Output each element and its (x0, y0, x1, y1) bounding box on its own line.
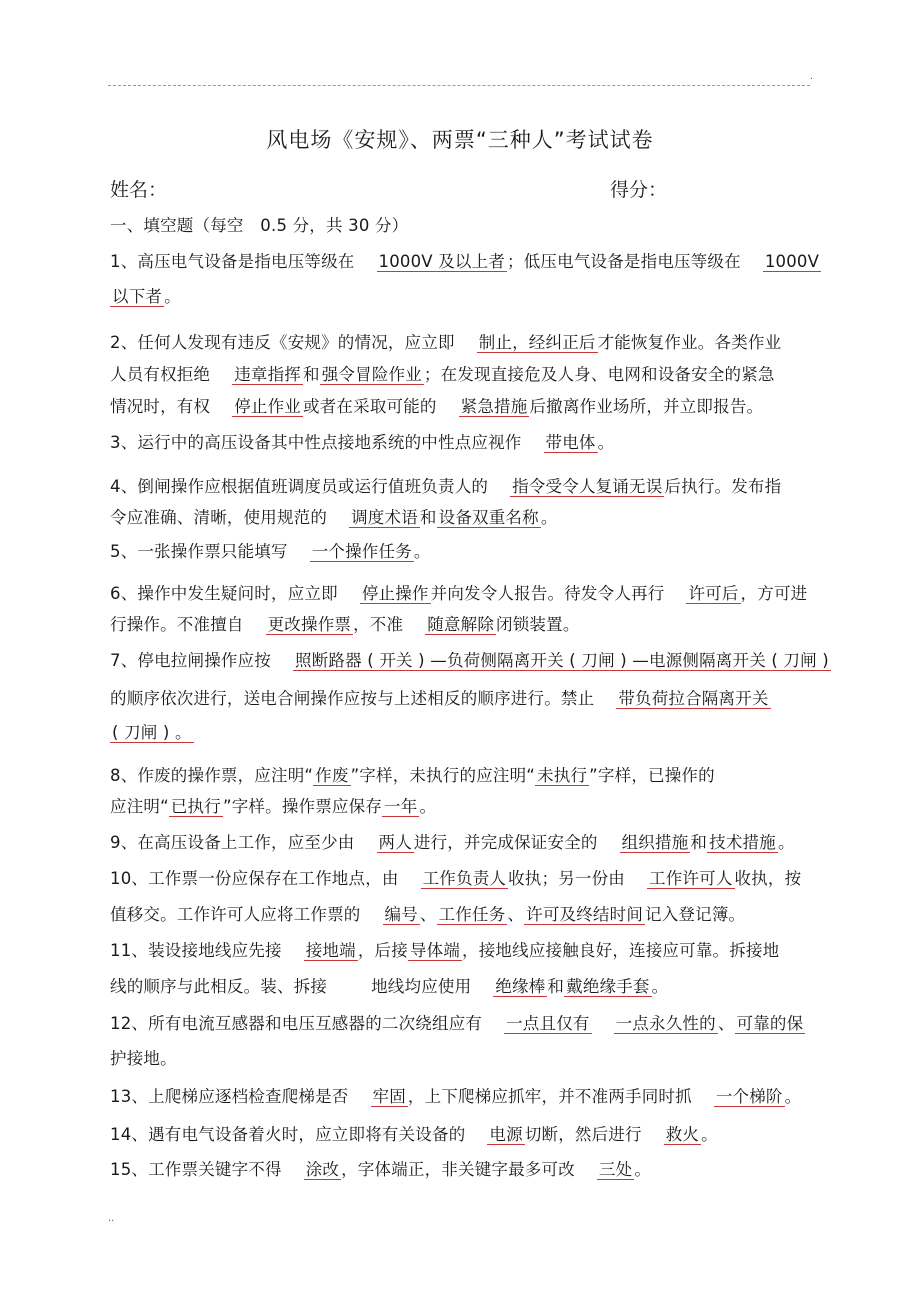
answer-blank: 一个梯阶 (715, 1087, 783, 1106)
answer-blank: 停止作业 (234, 397, 302, 416)
question-10-line-1: 10、工作票一份应保存在工作地点，由 工作负责人 收执；另一份由 工作许可人 收执，按 (110, 869, 802, 888)
answer-blank: 许可后 (688, 584, 739, 603)
answer-blank: 接地端 (305, 941, 356, 960)
answer-blank: 作废 (315, 766, 349, 785)
question-10-line-2: 值移交。工作许可人应将工作票的 编号 、 工作任务 、 许可及终结时间 记入登记簿。 (110, 905, 746, 924)
answer-blank: 救火 (665, 1125, 700, 1144)
answer-blank: 一点且仅有 (506, 1014, 590, 1033)
page-title: 风电场《安规》、两票“三种人”考试试卷 (266, 128, 654, 152)
question-2-line-1: 2、任何人发现有违反《安规》的情况，应立即 制止，经纠正后 才能恢复作业。各类作业 (110, 333, 782, 352)
answer-blank: 违章指挥 (234, 365, 302, 384)
section-heading: 一、填空题（每空 0.5 分，共 30 分） (110, 216, 409, 235)
question-3: 3、运行中的高压设备其中性点接地系统的中性点应视作 带电体 。 (110, 433, 615, 452)
answer-blank: 指令受令人复诵无误 (512, 477, 663, 496)
answer-blank: 绝缘棒 (495, 977, 546, 996)
question-11-line-2: 线的顺序与此相反。装、拆接 地线均应使用 绝缘棒 和 戴绝缘手套 。 (110, 977, 669, 996)
question-12-line-1: 12、所有电流互感器和电压互感器的二次绕组应有 一点且仅有 一点永久性的 、 可靠的保 (110, 1014, 804, 1033)
question-9: 9、在高压设备上工作，应至少由 两人 进行，并完成保证安全的 组织措施 和 技术措施 。 (110, 833, 795, 852)
answer-blank: 导体端 (409, 941, 461, 960)
answer-blank: 技术措施 (709, 833, 776, 852)
answer-blank: 强令冒险作业 (321, 365, 422, 384)
answer-blank: 1000V 及以上者 (378, 252, 506, 271)
name-label: 姓名： (110, 179, 168, 201)
answer-blank: 可靠的保 (736, 1014, 804, 1033)
question-13: 13、上爬梯应逐档检查爬梯是否 牢固 ，上下爬梯应抓牢，并不准两手同时抓 一个梯阶 。 (110, 1087, 802, 1106)
answer-blank: 紧急措施 (460, 397, 528, 416)
header-mark: . (809, 71, 813, 82)
answer-blank: 电源 (489, 1125, 523, 1144)
answer-blank: 两人 (378, 833, 412, 852)
question-8-line-1: 8、作废的操作票，应注明“ 作废 ”字样，未执行的应注明“ 未执行 ”字样，已操作的 (110, 766, 715, 785)
answer-blank: 组织措施 (621, 833, 689, 852)
answer-blank: ( 刀闸 ) 。 (112, 723, 192, 742)
header-rule (108, 85, 810, 86)
answer-blank: 未执行 (537, 766, 588, 785)
answer-blank: 牢固 (372, 1087, 406, 1106)
question-4-line-2: 令应准确、清晰，使用规范的 调度术语 和 设备双重名称 。 (110, 508, 558, 527)
question-2-line-3: 情况时，有权 停止作业 或者在采取可能的 紧急措施 后撤离作业场所，并立即报告。 (110, 397, 764, 416)
answer-blank: 工作负责人 (422, 869, 507, 888)
question-6-line-1: 6、操作中发生疑问时，应立即 停止操作 并向发令人报告。待发令人再行 许可后 ，方可进 (110, 584, 808, 603)
answer-blank: 许可及终结时间 (526, 905, 644, 924)
answer-blank: 1000V (764, 252, 820, 271)
answer-blank: 制止，经纠正后 (478, 333, 596, 352)
answer-blank: 一个操作任务 (311, 542, 412, 561)
question-1-line-1: 1、高压电气设备是指电压等级在 1000V 及以上者 ；低压电气设备是指电压等级在 1000V (110, 252, 820, 271)
answer-blank: 一年 (384, 797, 418, 816)
answer-blank: 已执行 (170, 797, 221, 816)
answer-blank: 设备双重名称 (438, 508, 539, 527)
question-7-line-2: 的顺序依次进行，送电合闸操作应按与上述相反的顺序进行。禁止 带负荷拉合隔离开关 (110, 689, 769, 708)
question-15: 15、工作票关键字不得 涂改 ，字体端正，非关键字最多可改 三处 。 (110, 1160, 652, 1179)
answer-blank: 更改操作票 (267, 615, 352, 634)
question-1-line-2: 以下者 。 (112, 287, 181, 306)
question-6-line-2: 行操作。不准擅自 更改操作票 ，不准 随意解除 闭锁装置。 (110, 615, 580, 634)
answer-blank: 工作许可人 (649, 869, 733, 888)
answer-blank: 三处 (598, 1160, 633, 1179)
question-2-line-2: 人员有权拒绝 违章指挥 和 强令冒险作业 ；在发现直接危及人身、电网和设备安全的紧急 (110, 365, 775, 384)
question-5: 5、一张操作票只能填写 一个操作任务 。 (110, 542, 431, 561)
question-4-line-1: 4、倒闸操作应根据值班调度员或运行值班负责人的 指令受令人复诵无误 后执行。发布指 (110, 477, 782, 496)
question-12-line-2: 护接地。 (110, 1049, 177, 1068)
question-8-line-2: 应注明“ 已执行 ”字样。操作票应保存 一年 。 (110, 797, 437, 816)
answer-blank: 带电体 (545, 433, 596, 452)
question-11-line-1: 11、装设接地线应先接 接地端 ，后接 导体端 ，接地线应接触良好，连接应可靠。拆接地 (110, 941, 780, 960)
question-14: 14、遇有电气设备着火时，应立即将有关设备的 电源 切断，然后进行 救火 。 (110, 1125, 718, 1144)
answer-blank: 编号 (384, 905, 418, 924)
answer-blank: 一点永久性的 (615, 1014, 716, 1033)
answer-blank: 以下者 (112, 287, 163, 306)
footer-mark: .. (108, 1213, 115, 1224)
answer-blank: 随意解除 (427, 615, 495, 634)
answer-blank: 戴绝缘手套 (566, 977, 650, 996)
answer-blank: 工作任务 (438, 905, 506, 924)
answer-blank: 调度术语 (351, 508, 418, 527)
question-7-line-3 (110, 717, 816, 749)
score-label: 得分： (610, 179, 668, 201)
question-7-line-1: 7、停电拉闸操作应按 照断路器 ( 开关 ) —负荷侧隔离开关 ( 刀闸 ) —电源侧隔离开关 ( 刀闸 ) (110, 651, 829, 670)
answer-blank: 照断路器 ( 开关 ) —负荷侧隔离开关 ( 刀闸 ) —电源侧隔离开关 ( 刀闸 ) (295, 651, 829, 670)
answer-blank: 停止操作 (361, 584, 429, 603)
answer-blank: 带负荷拉合隔离开关 (618, 689, 769, 708)
answer-blank: 涂改 (305, 1160, 340, 1179)
